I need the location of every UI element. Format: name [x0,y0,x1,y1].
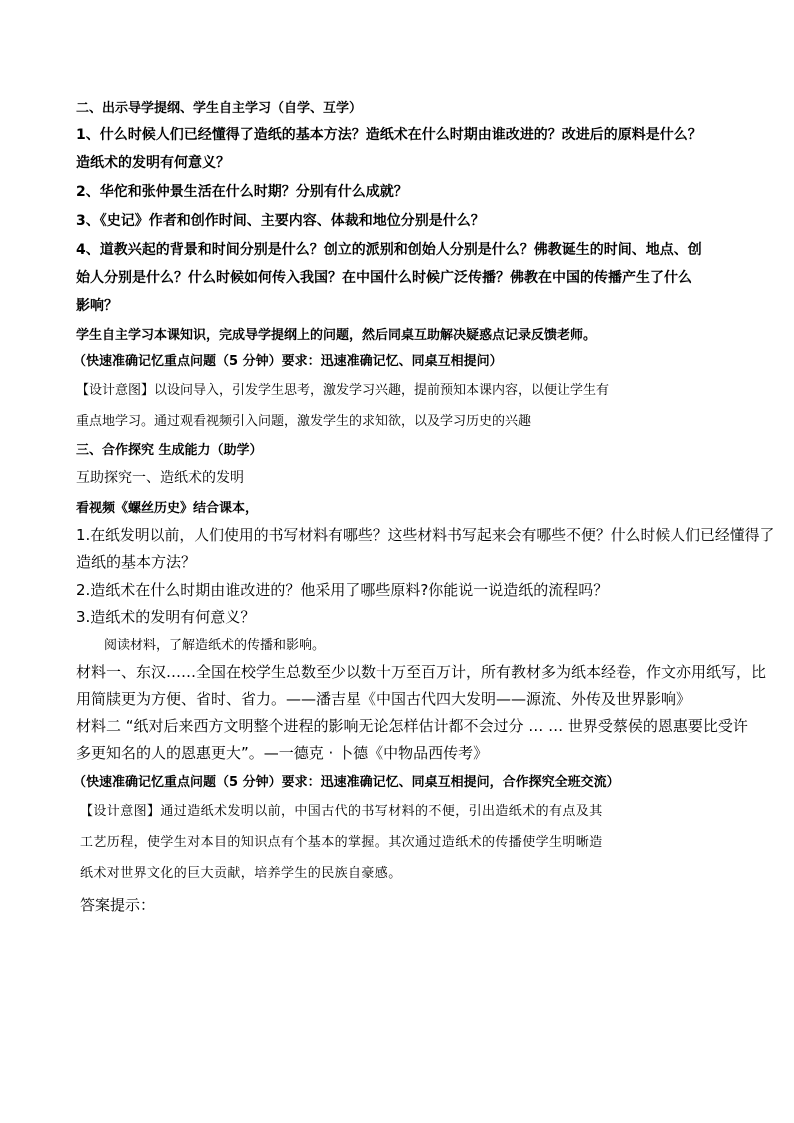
s3-question1-line2: 造纸的基本方法？ [76,553,197,571]
s3-design-intent-line1: 【设计意图】通过造纸术发明以前，中国古代的书写材料的不便，引出造纸术的有点及其 [80,804,603,819]
s2-question4-line2: 始人分别是什么？什么时候如何传入我国？在中国什么时候广泛传播？佛教在中国的传播产生了什么 [76,270,692,286]
s3-material1-line2: 用简牍更为方便、省时、省力。——潘吉星《中国古代四大发明——源流、外传及世界影响》 [76,690,692,708]
s3-material2-line2: 多更知名的人的恩惠更大”。—一德克 · 卜德《中物品西传考》 [76,744,489,762]
s3-video-instruction: 看视频《螺丝历史》结合课本， [76,501,259,516]
s3-material2-line1: 材料二 “纸对后来西方文明整个进程的影响无论怎样估计都不会过分 … … 世界受蔡侯的恩惠要比受许 [76,717,748,735]
answer-hint-label: 答案提示： [80,896,156,914]
s3-requirement: （快速准确记忆重点问题（5 分钟）要求：迅速准确记忆、同桌互相提问，合作探究全班交流） [73,775,620,790]
s2-question1-line2: 造纸术的发明有何意义？ [76,155,230,171]
section3-heading: 三、合作探究 生成能力（助学） [76,443,263,458]
s3-subheading: 互助探究一、造纸术的发明 [76,470,244,486]
s2-question4-line1: 4、道教兴起的背景和时间分别是什么？创立的派别和创始人分别是什么？佛教诞生的时间、地点、创 [76,242,702,258]
s3-reading-instruction: 阅读材料，了解造纸术的传播和影响。 [104,638,326,653]
s3-material1-line1: 材料一、东汉……全国在校学生总数至少以数十万至百万计，所有教材多为纸本经卷，作文亦用纸写，比 [76,663,767,681]
s2-question2: 2、华佗和张仲景生活在什么时期？分别有什么成就？ [76,184,408,200]
s2-design-intent-line2: 重点地学习。通过观看视频引入问题，激发学生的求知欲，以及学习历史的兴趣 [76,414,532,429]
s3-question2: 2.造纸术在什么时期由谁改进的？他采用了哪些原料?你能说一说造纸的流程吗？ [76,581,609,599]
s2-self-study: 学生自主学习本课知识，完成导学提纲上的问题，然后同桌互助解决疑惑点记录反馈老师。 [76,328,597,343]
s3-design-intent-line2: 工艺历程，使学生对本目的知识点有个基本的掌握。其次通过造纸术的传播使学生明晰造 [80,835,603,850]
s2-design-intent-line1: 【设计意图】以设问导入，引发学生思考，激发学习兴趣，提前预知本课内容，以便让学生有 [76,383,610,398]
s3-question3: 3.造纸术的发明有何意义？ [76,608,256,626]
s2-question4-line3: 影响？ [76,298,118,314]
s2-question1-line1: 1、什么时候人们已经懂得了造纸的基本方法？造纸术在什么时期由谁改进的？改进后的原料是什么？ [76,127,702,143]
s2-requirement: （快速准确记忆重点问题（5 分钟）要求：迅速准确记忆、同桌互相提问） [73,354,503,369]
section2-heading: 二、出示导学提纲、学生自主学习（自学、互学） [76,101,363,116]
s3-design-intent-line3: 纸术对世界文化的巨大贡献，培养学生的民族自豪感。 [80,866,402,881]
s2-question3: 3、《史记》作者和创作时间、主要内容、体裁和地位分别是什么？ [76,213,485,229]
s3-question1-line1: 1.在纸发明以前，人们使用的书写材料有哪些？这些材料书写起来会有哪些不便？什么时候人们已经懂得了 [76,526,775,544]
